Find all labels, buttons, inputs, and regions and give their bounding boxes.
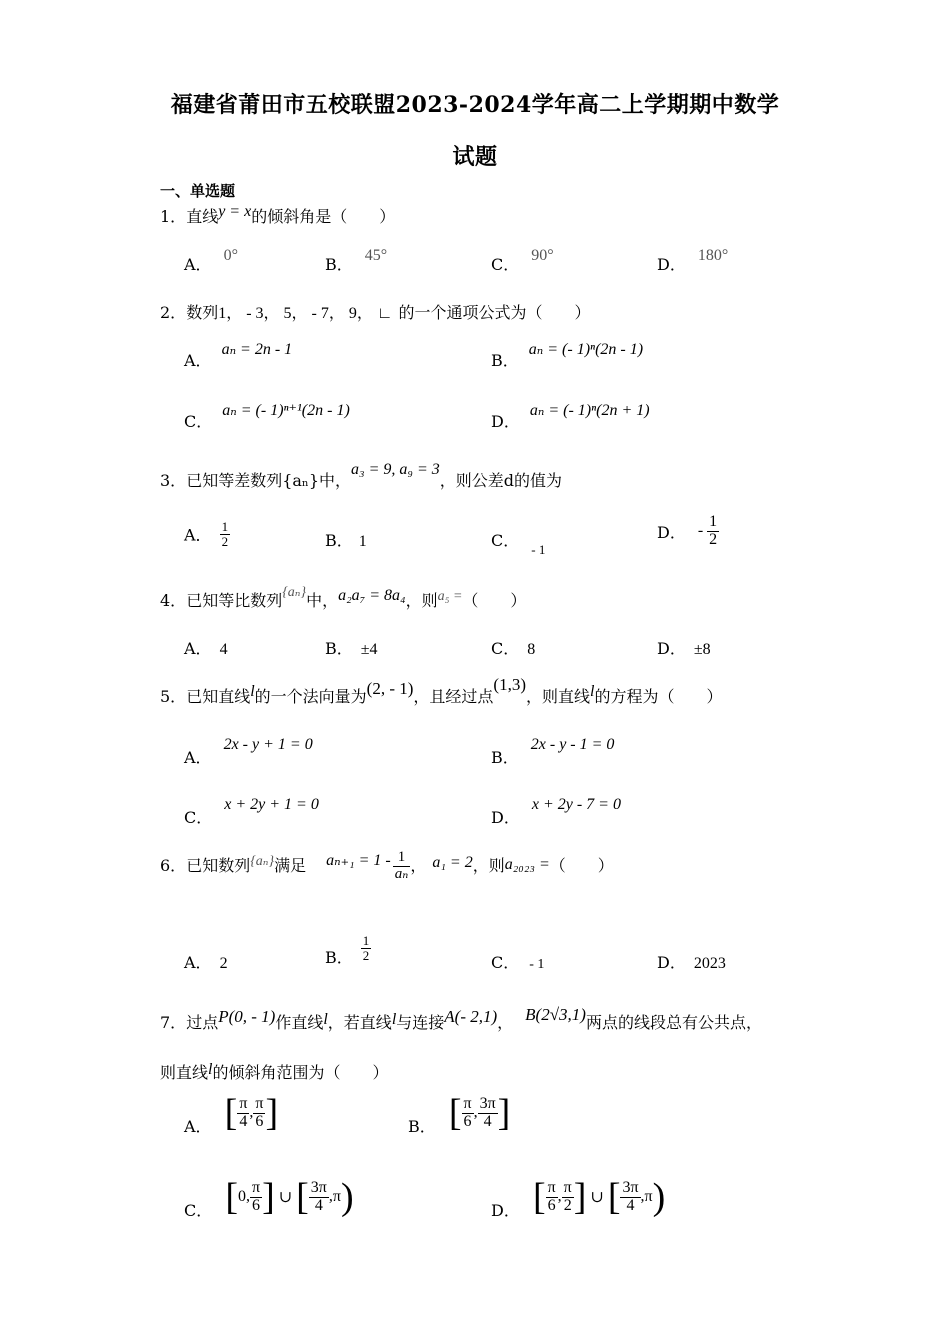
q5-option-d[interactable]: D．x + 2y - 7 = 0: [491, 796, 621, 827]
fraction: $\frac{1}{\text{aₙ}}$: [394, 849, 409, 882]
q2-option-a[interactable]: A．aₙ = 2n - 1: [184, 341, 293, 370]
q1-option-c[interactable]: C． 90°: [491, 247, 554, 274]
q3-option-b[interactable]: B． 1: [325, 531, 367, 550]
q4-option-c[interactable]: C． 8: [491, 639, 536, 658]
math-expression: a₃ = 9, a₉ = 3: [351, 461, 440, 478]
document-title-line-1: 福建省莆田市五校联盟2023-2024学年高二上学期期中数学: [170, 92, 780, 118]
q6-option-d[interactable]: D． 2023: [657, 953, 726, 972]
q5-option-b[interactable]: B．2x - y - 1 = 0: [491, 736, 615, 767]
question-4-stem: 4．已知等比数列{aₙ}中，a₂a₇ = 8a₄，则a₅ =（ ）: [160, 585, 527, 610]
q2-option-d[interactable]: D．aₙ = (- 1)ⁿ(2n + 1): [491, 402, 650, 431]
fraction: $\frac{1}{2}$: [221, 519, 229, 549]
question-number: 6．: [160, 855, 187, 875]
interval: [0, $\frac{\pi}{6}$ ] ∪ [ $\frac{3\pi}{4}$ ,π): [225, 1176, 354, 1218]
document-title-line-2: 试题: [452, 144, 498, 170]
q3-option-d[interactable]: D． - $\frac{1}{2}$: [657, 513, 718, 548]
question-7-stem-line-2: 则直线l的倾斜角范围为（ ）: [160, 1061, 389, 1082]
q7-option-d[interactable]: D． [ $\frac{\pi}{6}$ , $\frac{\pi}{2}$ ] ∪ [ $\frac{3\pi}{4}$ ,π): [491, 1176, 666, 1220]
q6-option-c[interactable]: C． - 1: [491, 953, 545, 972]
interval: [ $\frac{\pi}{4}$ , $\frac{\pi}{6}$ ]: [224, 1092, 279, 1134]
q4-option-a[interactable]: A． 4: [184, 639, 228, 658]
question-number: 2．: [160, 303, 187, 322]
q2-option-c[interactable]: C．aₙ = (- 1)ⁿ⁺¹(2n - 1): [184, 402, 350, 431]
question-number: 3．: [160, 471, 187, 490]
normal-vector: (2, - 1): [366, 679, 414, 698]
sequence-notation: {aₙ}: [282, 585, 307, 600]
q3-option-c[interactable]: C． $_{- 1}$: [491, 531, 546, 557]
q6-option-a[interactable]: A． 2: [184, 953, 228, 972]
math-expression: y = x: [218, 203, 252, 220]
point-p: P(0, - 1): [218, 1007, 276, 1026]
math-expression: a₂a₇ = 8a₄: [338, 587, 406, 604]
question-2-stem: 2．数列1， - 3， 5， - 7， 9， ∟ 的一个通项公式为（ ）: [160, 303, 591, 322]
q7-option-a[interactable]: A． [ $\frac{\pi}{4}$ , $\frac{\pi}{6}$ ]: [184, 1092, 279, 1136]
fraction: $\frac{1}{2}$: [362, 933, 370, 963]
q7-option-b[interactable]: B． [ $\frac{\pi}{6}$ , $\frac{3\pi}{4}$ ]: [408, 1092, 511, 1136]
question-3-stem: 3．已知等差数列{aₙ}中，a₃ = 9, a₉ = 3，则公差d的值为: [160, 461, 562, 490]
sequence-terms: 1， - 3， 5， - 7， 9， ∟: [218, 305, 393, 322]
q1-option-a[interactable]: A． 0°: [184, 247, 238, 274]
initial-value: a₁ = 2: [432, 853, 473, 871]
interval: [ $\frac{\pi}{6}$ , $\frac{\pi}{2}$ ] ∪ [ $\frac{3\pi}{4}$ ,π): [532, 1176, 666, 1218]
fraction: $\frac{1}{2}$: [709, 513, 718, 548]
interval: [ $\frac{\pi}{6}$ , $\frac{3\pi}{4}$ ]: [448, 1092, 511, 1134]
q1-option-b[interactable]: B． 45°: [325, 247, 388, 274]
question-number: 5．: [160, 687, 187, 706]
question-6-stem: 6．已知数列{aₙ}满足 aₙ₊₁ = 1 - $\frac{1}{\text{aₙ}}$ ， a₁ = 2，则a₂₀₂₃ =（ ）: [160, 849, 614, 882]
sequence-notation: {aₙ}: [250, 853, 275, 869]
point-b: B(2√3,1): [525, 1005, 586, 1024]
recurrence-left: aₙ₊₁ = 1 -: [326, 851, 391, 869]
q2-option-b[interactable]: B．aₙ = (- 1)ⁿ(2n - 1): [491, 341, 644, 370]
target-term: a₂₀₂₃ =: [504, 855, 550, 873]
q1-option-d[interactable]: D． 180°: [657, 247, 729, 274]
question-number: 7．: [160, 1013, 187, 1032]
question-1-stem: 1．直线y = x的倾斜角是（ ）: [160, 203, 396, 226]
q7-option-c[interactable]: C． [0, $\frac{\pi}{6}$ ] ∪ [ $\frac{3\pi}{4}$ ,π): [184, 1176, 354, 1220]
question-number: 1．: [160, 207, 187, 226]
q4-option-b[interactable]: B． ±4: [325, 639, 378, 658]
section-heading: 一、单选题: [160, 182, 236, 200]
point-a: A(- 2,1): [444, 1007, 498, 1026]
question-number: 4．: [160, 591, 187, 610]
question-7-stem: 7．过点P(0, - 1)作直线l，若直线l与连接A(- 2,1)， B(2√3,1)两点的线段总有公共点，: [160, 1005, 762, 1032]
question-5-stem: 5．已知直线l的一个法向量为(2, - 1)，且经过点(1,3)，则直线l的方程为（ ）: [160, 675, 723, 706]
point: (1,3): [493, 675, 526, 694]
q4-option-d[interactable]: D． ±8: [657, 639, 711, 658]
q6-option-b[interactable]: B． $\frac{1}{2}$: [325, 933, 370, 967]
q5-option-a[interactable]: A．2x - y + 1 = 0: [184, 736, 313, 767]
q5-option-c[interactable]: C．x + 2y + 1 = 0: [184, 796, 319, 827]
q3-option-a[interactable]: A． $\frac{1}{2}$: [184, 519, 229, 549]
